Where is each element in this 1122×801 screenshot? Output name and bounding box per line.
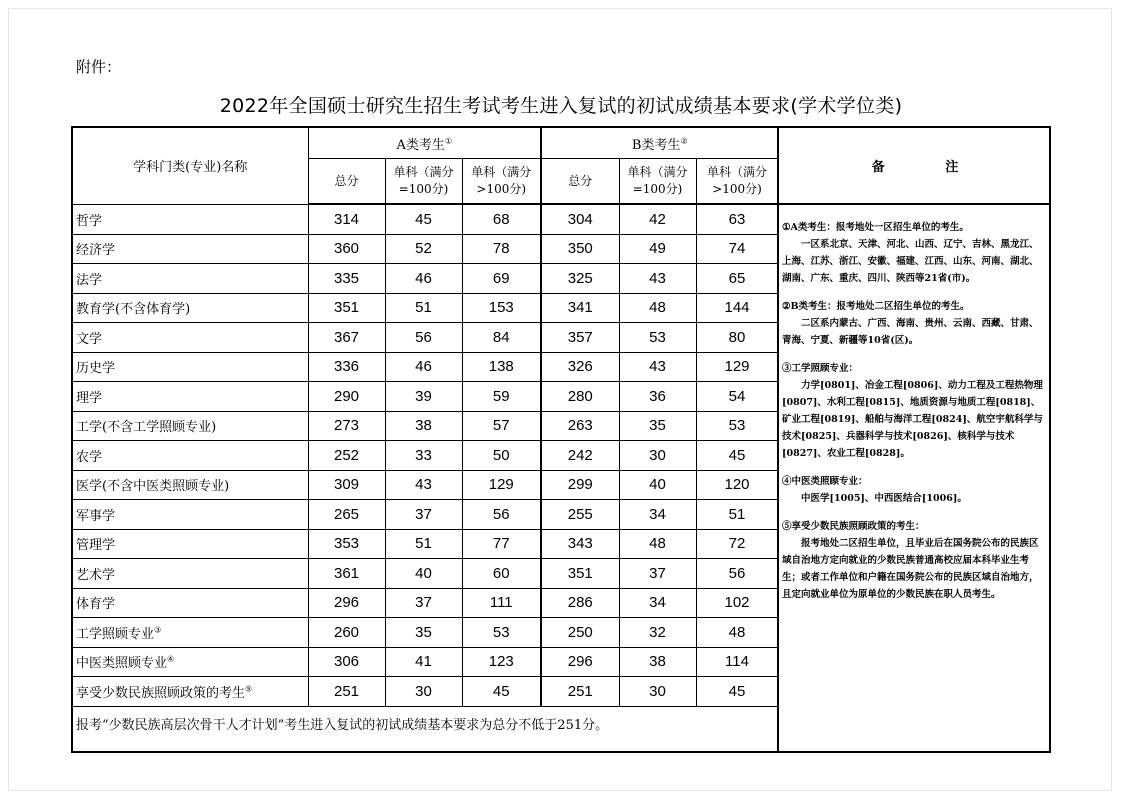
a-s1-cell: 35 xyxy=(385,618,462,648)
subject-name-cell xyxy=(73,647,308,677)
a-s2-cell: 111 xyxy=(462,588,541,618)
remark-text: 中医学[1005]、中西医结合[1006]。 xyxy=(801,493,967,504)
b-s1-cell: 49 xyxy=(619,234,696,264)
b-total-cell: 280 xyxy=(541,382,619,412)
subject-name: 哲学 xyxy=(76,213,103,229)
table-row xyxy=(73,470,778,500)
b-s2-cell: 51 xyxy=(696,500,778,530)
subject-name: 工学照顾专业 xyxy=(76,626,155,642)
subject-name: 经济学 xyxy=(76,243,116,259)
a-s2-cell: 45 xyxy=(462,677,541,707)
subject-name-cell xyxy=(73,323,308,353)
remarks-header: 备 注 xyxy=(779,128,1051,205)
remark-note xyxy=(782,473,1047,507)
a-s2-cell: 68 xyxy=(462,204,541,234)
subject-name-cell xyxy=(73,204,308,234)
b-s2-cell: 114 xyxy=(696,647,778,677)
b-s2-cell: 45 xyxy=(696,441,778,471)
a-total-cell: 361 xyxy=(308,559,385,589)
table-row xyxy=(73,529,778,559)
subject-footnote-mark: ③ xyxy=(154,625,162,635)
remark-text: 二区系内蒙古、广西、海南、贵州、云南、西藏、甘肃、青海、宁夏、新疆等10省(区)。 xyxy=(782,318,1039,346)
b-single-gt100-line1: 单科（满分 xyxy=(707,165,768,179)
subject-name: 艺术学 xyxy=(76,567,116,583)
b-s1-cell: 30 xyxy=(619,677,696,707)
subject-name: 军事学 xyxy=(76,508,116,524)
b-total-cell: 296 xyxy=(541,647,619,677)
a-total-cell: 251 xyxy=(308,677,385,707)
b-total-cell: 357 xyxy=(541,323,619,353)
subject-name: 享受少数民族照顾政策的考生 xyxy=(76,685,246,701)
b-total-cell: 341 xyxy=(541,293,619,323)
b-s2-cell: 56 xyxy=(696,559,778,589)
b-s1-cell: 43 xyxy=(619,264,696,294)
a-s2-cell: 56 xyxy=(462,500,541,530)
group-a-mark: ① xyxy=(444,136,453,146)
group-b-mark: ② xyxy=(680,136,688,146)
b-total-cell: 242 xyxy=(541,441,619,471)
subject-name-cell xyxy=(73,529,308,559)
table-row xyxy=(73,441,778,471)
b-s2-cell: 48 xyxy=(696,618,778,648)
b-total-cell: 343 xyxy=(541,529,619,559)
b-single-100-line1: 单科（满分 xyxy=(627,165,688,179)
a-s2-cell: 138 xyxy=(462,352,541,382)
group-b-header xyxy=(541,128,778,159)
b-s1-cell: 30 xyxy=(619,441,696,471)
remark-heading: ③工学照顾专业： xyxy=(782,363,859,374)
a-total-cell: 252 xyxy=(308,441,385,471)
table-row xyxy=(73,293,778,323)
b-total-cell: 250 xyxy=(541,618,619,648)
a-s1-cell: 30 xyxy=(385,677,462,707)
subject-footnote-mark: ⑤ xyxy=(245,684,253,694)
remark-note xyxy=(782,518,1047,603)
subject-name-cell xyxy=(73,264,308,294)
table-row xyxy=(73,500,778,530)
a-total-cell: 260 xyxy=(308,618,385,648)
table-row xyxy=(73,352,778,382)
b-s2-cell: 45 xyxy=(696,677,778,707)
a-single-gt100-header xyxy=(462,159,541,205)
a-s2-cell: 50 xyxy=(462,441,541,471)
a-total-cell: 360 xyxy=(308,234,385,264)
table-row xyxy=(73,588,778,618)
remark-text: 报考地处二区招生单位，且毕业后在国务院公布的民族区域自治地方定向就业的少数民族普通高校应届本科毕业生考生；或者工作单位和户籍在国务院公布的民族区域自治地方，且定向就业单位为原单位的少数民族在职人员考生。 xyxy=(782,538,1039,600)
a-s2-cell: 59 xyxy=(462,382,541,412)
subject-name-cell xyxy=(73,618,308,648)
table-row xyxy=(73,411,778,441)
subject-name-cell xyxy=(73,441,308,471)
subject-name: 工学(不含工学照顾专业) xyxy=(76,420,217,436)
a-total-cell: 309 xyxy=(308,470,385,500)
a-s2-cell: 129 xyxy=(462,470,541,500)
a-s2-cell: 53 xyxy=(462,618,541,648)
remark-heading: ①A类考生：报考地处一区招生单位的考生。 xyxy=(782,222,969,233)
subject-name-cell xyxy=(73,677,308,707)
a-total-cell: 314 xyxy=(308,204,385,234)
remark-note xyxy=(782,360,1047,462)
subject-name: 医学(不含中医类照顾专业) xyxy=(76,479,230,495)
b-s2-cell: 74 xyxy=(696,234,778,264)
a-total-cell: 306 xyxy=(308,647,385,677)
a-s1-cell: 38 xyxy=(385,411,462,441)
b-total-cell: 326 xyxy=(541,352,619,382)
a-single-100-line1: 单科（满分 xyxy=(393,165,454,179)
b-total-cell: 286 xyxy=(541,588,619,618)
subject-name-cell xyxy=(73,470,308,500)
table-row xyxy=(73,618,778,648)
subject-footnote-mark: ④ xyxy=(167,654,175,664)
a-s1-cell: 37 xyxy=(385,588,462,618)
subject-name: 体育学 xyxy=(76,597,116,613)
a-s1-cell: 33 xyxy=(385,441,462,471)
subject-name: 理学 xyxy=(76,390,103,406)
remark-text: 力学[0801]、冶金工程[0806]、动力工程及工程热物理[0807]、水利工程[0815]、地质资源与地质工程[0818]、矿业工程[0819]、船舶与海洋工程[0824]、航空宇航科学与技术[0825]、兵器科学与技术[0826]、核科学与技术[0827]、农业工程[0828]。 xyxy=(782,380,1043,459)
table-row xyxy=(73,559,778,589)
subject-name-cell xyxy=(73,559,308,589)
a-single-gt100-line2: >100分) xyxy=(476,182,527,196)
b-single-gt100-line2: >100分) xyxy=(712,182,762,196)
table-row xyxy=(73,647,778,677)
subject-name: 文学 xyxy=(76,331,103,347)
b-s1-cell: 37 xyxy=(619,559,696,589)
b-s1-cell: 34 xyxy=(619,500,696,530)
group-a-header xyxy=(308,128,541,159)
a-s2-cell: 84 xyxy=(462,323,541,353)
b-s2-cell: 144 xyxy=(696,293,778,323)
a-total-cell: 290 xyxy=(308,382,385,412)
table-row xyxy=(73,264,778,294)
b-s2-cell: 80 xyxy=(696,323,778,353)
b-total-cell: 325 xyxy=(541,264,619,294)
score-table xyxy=(73,128,779,707)
b-total-cell: 351 xyxy=(541,559,619,589)
b-s1-cell: 42 xyxy=(619,204,696,234)
a-s2-cell: 153 xyxy=(462,293,541,323)
a-total-cell: 353 xyxy=(308,529,385,559)
a-total-cell: 273 xyxy=(308,411,385,441)
a-total-cell: 351 xyxy=(308,293,385,323)
a-s1-cell: 39 xyxy=(385,382,462,412)
table-footnote: 报考“少数民族高层次骨干人才计划”考生进入复试的初试成绩基本要求为总分不低于251分。 xyxy=(76,718,609,733)
score-table-frame xyxy=(71,126,1051,753)
subject-name-cell xyxy=(73,588,308,618)
subject-name-cell xyxy=(73,352,308,382)
remark-heading: ④中医类照顾专业： xyxy=(782,476,868,487)
a-s2-cell: 78 xyxy=(462,234,541,264)
subject-name-cell xyxy=(73,293,308,323)
group-a-label: A类考生 xyxy=(396,137,445,153)
b-total-cell: 350 xyxy=(541,234,619,264)
b-s2-cell: 63 xyxy=(696,204,778,234)
remark-heading: ⑤享受少数民族照顾政策的考生： xyxy=(782,521,925,532)
table-row xyxy=(73,234,778,264)
remark-note xyxy=(782,219,1047,287)
a-s2-cell: 57 xyxy=(462,411,541,441)
table-row xyxy=(73,204,778,234)
b-s2-cell: 53 xyxy=(696,411,778,441)
b-s1-cell: 40 xyxy=(619,470,696,500)
subject-name: 中医类照顾专业 xyxy=(76,656,168,672)
subject-name: 法学 xyxy=(76,272,103,288)
a-s2-cell: 69 xyxy=(462,264,541,294)
a-total-cell: 335 xyxy=(308,264,385,294)
b-single-100-line2: =100分) xyxy=(632,182,683,196)
a-s2-cell: 77 xyxy=(462,529,541,559)
b-total-cell: 251 xyxy=(541,677,619,707)
a-s1-cell: 45 xyxy=(385,204,462,234)
subject-name-header: 学科门类(专业)名称 xyxy=(73,128,308,204)
table-row xyxy=(73,382,778,412)
remark-heading: ②B类考生：报考地处二区招生单位的考生。 xyxy=(782,301,970,312)
b-total-cell: 263 xyxy=(541,411,619,441)
a-s1-cell: 52 xyxy=(385,234,462,264)
a-total-cell: 296 xyxy=(308,588,385,618)
b-s2-cell: 54 xyxy=(696,382,778,412)
a-s1-cell: 46 xyxy=(385,264,462,294)
subject-name: 管理学 xyxy=(76,538,116,554)
b-s1-cell: 48 xyxy=(619,529,696,559)
a-single-gt100-line1: 单科（满分 xyxy=(471,165,532,179)
a-single-100-header xyxy=(385,159,462,205)
b-s2-cell: 65 xyxy=(696,264,778,294)
b-s1-cell: 38 xyxy=(619,647,696,677)
b-s1-cell: 36 xyxy=(619,382,696,412)
b-s1-cell: 34 xyxy=(619,588,696,618)
b-single-gt100-header xyxy=(696,159,778,205)
a-s2-cell: 123 xyxy=(462,647,541,677)
a-s1-cell: 56 xyxy=(385,323,462,353)
remarks-column xyxy=(777,128,1051,751)
a-s1-cell: 51 xyxy=(385,529,462,559)
b-s1-cell: 43 xyxy=(619,352,696,382)
a-total-cell: 265 xyxy=(308,500,385,530)
subject-name-cell xyxy=(73,411,308,441)
b-s1-cell: 35 xyxy=(619,411,696,441)
a-s1-cell: 37 xyxy=(385,500,462,530)
a-s1-cell: 46 xyxy=(385,352,462,382)
a-s1-cell: 51 xyxy=(385,293,462,323)
b-total-cell: 304 xyxy=(541,204,619,234)
b-single-100-header xyxy=(619,159,696,205)
table-row xyxy=(73,677,778,707)
a-single-100-line2: =100分) xyxy=(398,182,449,196)
a-s1-cell: 41 xyxy=(385,647,462,677)
b-s2-cell: 72 xyxy=(696,529,778,559)
b-total-header: 总分 xyxy=(541,159,619,205)
subject-name-cell xyxy=(73,500,308,530)
document-title: 2022年全国硕士研究生招生考试考生进入复试的初试成绩基本要求(学术学位类) xyxy=(219,95,903,117)
remark-note xyxy=(782,298,1047,349)
subject-name: 农学 xyxy=(76,449,103,465)
a-total-cell: 367 xyxy=(308,323,385,353)
b-s2-cell: 102 xyxy=(696,588,778,618)
subject-name-cell xyxy=(73,234,308,264)
remark-text: 一区系北京、天津、河北、山西、辽宁、吉林、黑龙江、上海、江苏、浙江、安徽、福建、江西、山东、河南、湖北、湖南、广东、重庆、四川、陕西等21省(市)。 xyxy=(782,239,1039,284)
group-b-label: B类考生 xyxy=(631,137,681,153)
subject-name-cell xyxy=(73,382,308,412)
a-total-cell: 336 xyxy=(308,352,385,382)
attachment-label: 附件： xyxy=(76,58,122,76)
a-s1-cell: 43 xyxy=(385,470,462,500)
a-s1-cell: 40 xyxy=(385,559,462,589)
b-s1-cell: 32 xyxy=(619,618,696,648)
b-total-cell: 255 xyxy=(541,500,619,530)
b-s2-cell: 120 xyxy=(696,470,778,500)
b-s2-cell: 129 xyxy=(696,352,778,382)
b-s1-cell: 48 xyxy=(619,293,696,323)
remarks-body xyxy=(779,205,1051,603)
b-total-cell: 299 xyxy=(541,470,619,500)
a-s2-cell: 60 xyxy=(462,559,541,589)
b-s1-cell: 53 xyxy=(619,323,696,353)
subject-name: 教育学(不含体育学) xyxy=(76,302,191,318)
table-row xyxy=(73,323,778,353)
a-total-header: 总分 xyxy=(308,159,385,205)
subject-name: 历史学 xyxy=(76,361,116,377)
